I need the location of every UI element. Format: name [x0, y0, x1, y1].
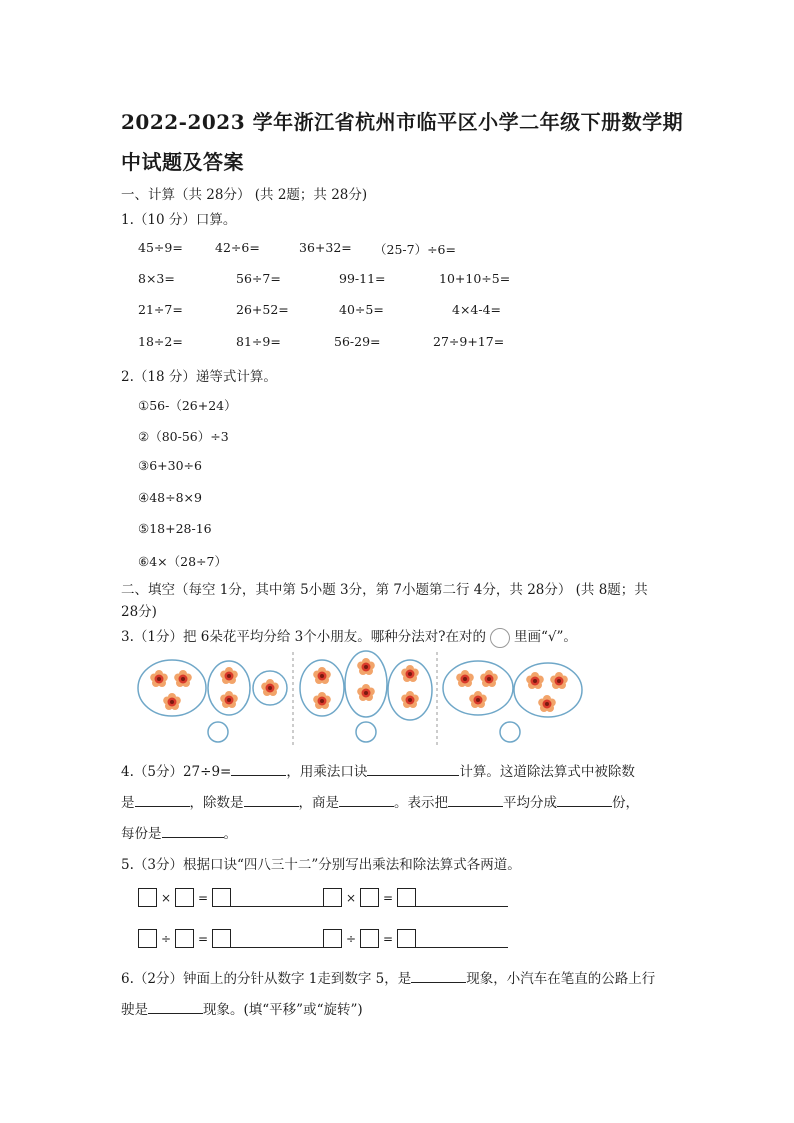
flower-icon: [480, 670, 498, 687]
question-3-text: 3.（1分）把 6朵花平均分给 3个小朋友。哪种分法对?在对的: [121, 629, 486, 645]
answer-box[interactable]: [397, 888, 416, 907]
answer-blank[interactable]: [162, 823, 224, 838]
q6-text: 现象。(填“平移”或“旋转”): [203, 1002, 363, 1018]
oral-item: 27÷9+17=: [433, 334, 505, 349]
multiplication-row: [138, 887, 508, 907]
answer-line[interactable]: [416, 930, 508, 948]
question-4-line1: [121, 760, 635, 780]
divide-sign: ÷: [160, 931, 172, 946]
oral-item: 21÷7=: [138, 302, 183, 317]
answer-box[interactable]: [175, 929, 194, 948]
q6-text: 驶是: [121, 1002, 148, 1018]
question-4-line3: [121, 822, 237, 842]
q4-text: 计算。这道除法算式中被除数: [459, 764, 635, 780]
answer-box[interactable]: [360, 929, 379, 948]
oral-item: 45÷9=: [138, 240, 183, 255]
answer-box[interactable]: [138, 888, 157, 907]
answer-line[interactable]: [416, 889, 508, 907]
q4-text: 是: [121, 795, 135, 811]
answer-box[interactable]: [175, 888, 194, 907]
step-item: ④48÷8×9: [138, 490, 202, 505]
flower-icon: [313, 667, 331, 684]
equals-sign: =: [382, 931, 394, 946]
oral-item: 40÷5=: [339, 302, 384, 317]
q4-text: ，用乘法口诀: [286, 764, 368, 780]
oral-item: 36+32=: [299, 240, 352, 255]
question-6-line2: [121, 998, 363, 1018]
equals-sign: =: [382, 890, 394, 905]
oral-item: 56÷7=: [236, 271, 281, 286]
times-sign: ×: [345, 890, 357, 905]
flower-icon: [313, 692, 331, 709]
oral-item: 81÷9=: [236, 334, 281, 349]
oral-item: 56-29=: [334, 334, 381, 349]
question-2: 2.（18 分）递等式计算。: [121, 369, 277, 385]
oral-item: 18÷2=: [138, 334, 183, 349]
flower-icon: [174, 670, 192, 687]
flower-icon: [401, 665, 419, 682]
flower-grouping-figure: [130, 648, 590, 750]
answer-blank[interactable]: [448, 792, 503, 807]
oral-item: 4×4-4=: [452, 302, 502, 317]
answer-blank[interactable]: [339, 792, 394, 807]
answer-line[interactable]: [231, 930, 323, 948]
oral-item: 10+10÷5=: [439, 271, 511, 286]
flower-icon: [220, 691, 238, 708]
answer-blank[interactable]: [411, 968, 466, 983]
oral-item: 8×3=: [138, 271, 175, 286]
equals-sign: =: [197, 931, 209, 946]
question-3: [121, 625, 577, 648]
equals-sign: =: [197, 890, 209, 905]
group-ellipse: [443, 661, 513, 715]
q6-text: 6.（2分）钟面上的分针从数字 1走到数字 5，是: [121, 971, 412, 987]
answer-box[interactable]: [323, 929, 342, 948]
section-1-heading: 一、计算（共 28分） (共 2题；共 28分): [121, 187, 368, 203]
q4-text: 份，: [612, 795, 639, 811]
oral-item: 99-11=: [339, 271, 386, 286]
times-sign: ×: [160, 890, 172, 905]
flower-icon: [357, 658, 375, 675]
question-4-line2: [121, 791, 639, 811]
divide-sign: ÷: [345, 931, 357, 946]
flower-icon: [526, 672, 544, 689]
answer-box[interactable]: [138, 929, 157, 948]
oral-item: （25-7）÷6=: [374, 242, 456, 257]
answer-box[interactable]: [212, 929, 231, 948]
flower-icon: [150, 670, 168, 687]
answer-box[interactable]: [323, 888, 342, 907]
flower-icon: [469, 691, 487, 708]
question-6-line1: [121, 967, 655, 987]
answer-box[interactable]: [212, 888, 231, 907]
oral-item: 42÷6=: [215, 240, 260, 255]
answer-circle-c[interactable]: [500, 722, 520, 742]
doc-title-line2: 中试题及答案: [121, 150, 244, 174]
flower-icon: [220, 667, 238, 684]
oral-item: 26+52=: [236, 302, 289, 317]
q4-text: 。表示把: [394, 795, 448, 811]
q4-text: ，商是: [298, 795, 339, 811]
division-row: [138, 928, 508, 948]
answer-line[interactable]: [231, 889, 323, 907]
answer-blank[interactable]: [135, 792, 190, 807]
answer-blank[interactable]: [367, 761, 459, 776]
question-5: 5.（3分）根据口诀“四八三十二”分别写出乘法和除法算式各两道。: [121, 857, 521, 873]
question-1: 1.（10 分）口算。: [121, 212, 237, 228]
step-item: ⑥4×（28÷7）: [138, 554, 227, 569]
question-3-text-end: 里画“√”。: [513, 629, 577, 645]
answer-circle-icon: [490, 628, 510, 648]
flower-icon: [456, 670, 474, 687]
flower-icon: [550, 672, 568, 689]
q4-text: 4.（5分）27÷9=: [121, 764, 232, 780]
doc-title-line1: 2022-2023 学年浙江省杭州市临平区小学二年级下册数学期: [121, 110, 684, 134]
flower-icon: [163, 693, 181, 710]
q4-text: 平均分成: [503, 795, 557, 811]
answer-blank[interactable]: [244, 792, 299, 807]
q6-text: 现象，小汽车在笔直的公路上行: [466, 971, 656, 987]
flower-icon: [357, 684, 375, 701]
section-2-heading-cont: 28分): [121, 604, 157, 620]
answer-circle-b[interactable]: [356, 722, 376, 742]
step-item: ①56-（26+24）: [138, 398, 237, 413]
answer-box[interactable]: [360, 888, 379, 907]
step-item: ③6+30÷6: [138, 458, 202, 473]
step-item: ②（80-56）÷3: [138, 429, 229, 444]
q4-text: ，除数是: [189, 795, 244, 811]
q4-text: 。: [223, 826, 237, 842]
section-2-heading: 二、填空（每空 1分，其中第 5小题 3分，第 7小题第二行 4分，共 28分） (共 8题；共: [121, 582, 648, 598]
q4-text: 每份是: [121, 826, 162, 842]
answer-blank[interactable]: [231, 761, 286, 776]
answer-box[interactable]: [397, 929, 416, 948]
answer-blank[interactable]: [557, 792, 612, 807]
answer-blank[interactable]: [148, 999, 203, 1014]
flower-icon: [261, 679, 279, 696]
flower-icon: [538, 695, 556, 712]
step-item: ⑤18+28-16: [138, 521, 212, 536]
answer-circle-a[interactable]: [208, 722, 228, 742]
flower-icon: [401, 691, 419, 708]
